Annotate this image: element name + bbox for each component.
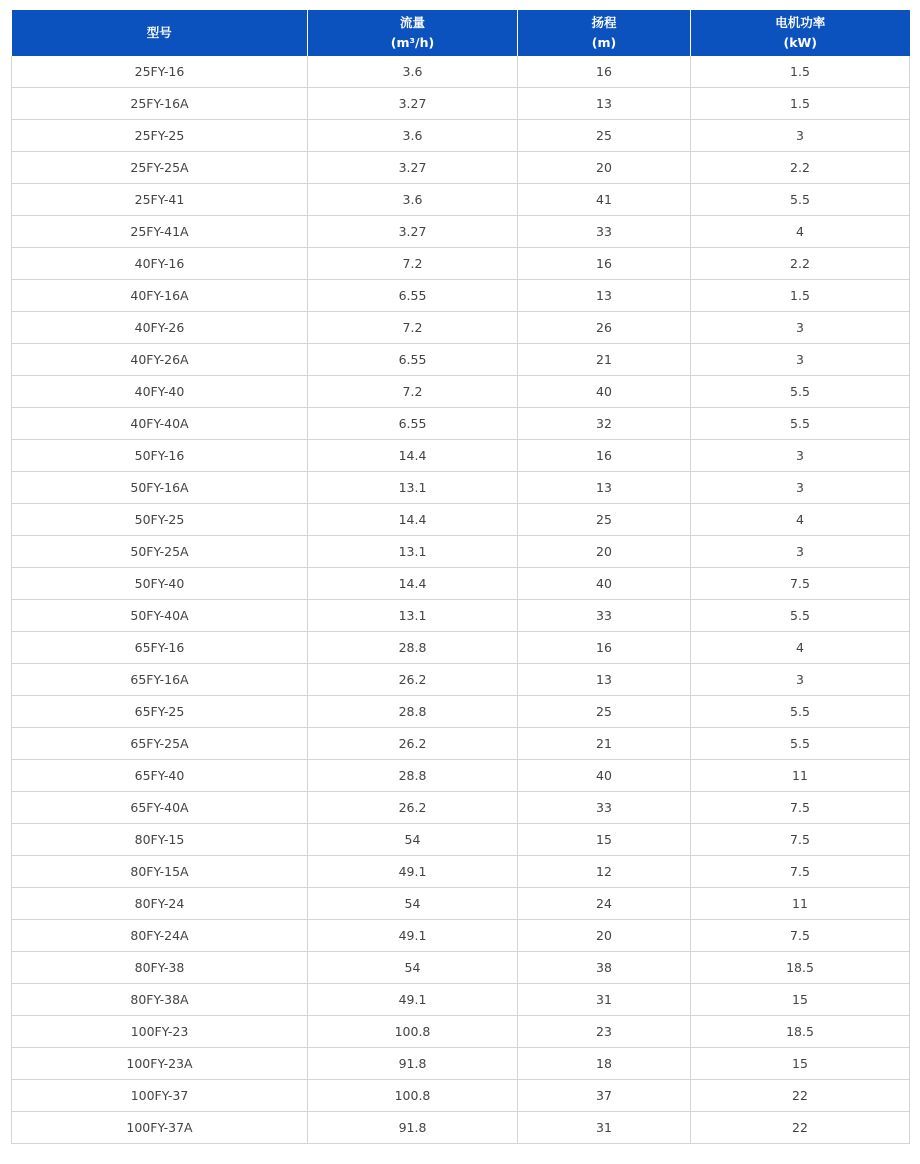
table-row bbox=[12, 88, 910, 120]
cell-motor-power: 2.2 bbox=[691, 152, 910, 184]
table-row bbox=[12, 760, 910, 792]
cell-model: 65FY-16 bbox=[12, 632, 308, 664]
table-row bbox=[12, 728, 910, 760]
cell-motor-power: 5.5 bbox=[691, 696, 910, 728]
cell-flow: 49.1 bbox=[308, 984, 518, 1016]
cell-model: 25FY-16A bbox=[12, 88, 308, 120]
cell-model: 65FY-25 bbox=[12, 696, 308, 728]
cell-head: 21 bbox=[518, 344, 691, 376]
cell-head: 13 bbox=[518, 472, 691, 504]
cell-flow: 28.8 bbox=[308, 632, 518, 664]
cell-motor-power: 3 bbox=[691, 472, 910, 504]
cell-head: 13 bbox=[518, 88, 691, 120]
cell-motor-power: 18.5 bbox=[691, 1016, 910, 1048]
cell-flow: 3.6 bbox=[308, 56, 518, 88]
cell-model: 80FY-15 bbox=[12, 824, 308, 856]
table-row bbox=[12, 536, 910, 568]
cell-head: 33 bbox=[518, 216, 691, 248]
cell-head: 25 bbox=[518, 696, 691, 728]
header-flow-label: 流量 bbox=[399, 15, 425, 30]
header-head-unit: (m) bbox=[591, 35, 617, 50]
table-row bbox=[12, 408, 910, 440]
cell-head: 20 bbox=[518, 920, 691, 952]
cell-motor-power: 1.5 bbox=[691, 56, 910, 88]
table-row bbox=[12, 152, 910, 184]
table-row bbox=[12, 632, 910, 664]
cell-model: 25FY-25 bbox=[12, 120, 308, 152]
table-row bbox=[12, 440, 910, 472]
table-row bbox=[12, 248, 910, 280]
table-row bbox=[12, 888, 910, 920]
cell-motor-power: 3 bbox=[691, 440, 910, 472]
cell-flow: 54 bbox=[308, 952, 518, 984]
table-row bbox=[12, 280, 910, 312]
pump-spec-table-container bbox=[11, 10, 909, 1144]
cell-head: 13 bbox=[518, 280, 691, 312]
cell-head: 38 bbox=[518, 952, 691, 984]
cell-head: 40 bbox=[518, 760, 691, 792]
cell-head: 26 bbox=[518, 312, 691, 344]
table-row bbox=[12, 1080, 910, 1112]
cell-head: 25 bbox=[518, 120, 691, 152]
cell-flow: 100.8 bbox=[308, 1016, 518, 1048]
cell-head: 23 bbox=[518, 1016, 691, 1048]
cell-flow: 100.8 bbox=[308, 1080, 518, 1112]
cell-flow: 49.1 bbox=[308, 856, 518, 888]
cell-flow: 14.4 bbox=[308, 504, 518, 536]
cell-motor-power: 7.5 bbox=[691, 856, 910, 888]
table-row bbox=[12, 664, 910, 696]
table-row bbox=[12, 600, 910, 632]
cell-motor-power: 18.5 bbox=[691, 952, 910, 984]
cell-head: 37 bbox=[518, 1080, 691, 1112]
header-row bbox=[12, 10, 910, 56]
cell-model: 50FY-25 bbox=[12, 504, 308, 536]
cell-model: 80FY-24A bbox=[12, 920, 308, 952]
cell-head: 41 bbox=[518, 184, 691, 216]
cell-flow: 14.4 bbox=[308, 440, 518, 472]
cell-model: 50FY-25A bbox=[12, 536, 308, 568]
table-row bbox=[12, 856, 910, 888]
cell-motor-power: 5.5 bbox=[691, 376, 910, 408]
cell-motor-power: 5.5 bbox=[691, 728, 910, 760]
cell-head: 16 bbox=[518, 632, 691, 664]
cell-model: 40FY-40A bbox=[12, 408, 308, 440]
cell-flow: 13.1 bbox=[308, 536, 518, 568]
cell-model: 50FY-16 bbox=[12, 440, 308, 472]
cell-head: 40 bbox=[518, 568, 691, 600]
table-row bbox=[12, 696, 910, 728]
header-motor-power bbox=[691, 10, 910, 56]
cell-flow: 6.55 bbox=[308, 280, 518, 312]
cell-motor-power: 4 bbox=[691, 504, 910, 536]
cell-head: 20 bbox=[518, 536, 691, 568]
table-row bbox=[12, 952, 910, 984]
cell-model: 25FY-16 bbox=[12, 56, 308, 88]
header-motor-power-label: 电机功率 bbox=[775, 15, 826, 30]
header-head bbox=[518, 10, 691, 56]
header-head-label: 扬程 bbox=[591, 15, 617, 30]
cell-motor-power: 3 bbox=[691, 344, 910, 376]
cell-model: 100FY-37 bbox=[12, 1080, 308, 1112]
cell-motor-power: 15 bbox=[691, 1048, 910, 1080]
cell-model: 65FY-40A bbox=[12, 792, 308, 824]
cell-head: 25 bbox=[518, 504, 691, 536]
cell-model: 40FY-26A bbox=[12, 344, 308, 376]
cell-flow: 26.2 bbox=[308, 728, 518, 760]
cell-model: 80FY-38A bbox=[12, 984, 308, 1016]
cell-motor-power: 3 bbox=[691, 120, 910, 152]
cell-flow: 26.2 bbox=[308, 792, 518, 824]
cell-motor-power: 5.5 bbox=[691, 184, 910, 216]
cell-head: 33 bbox=[518, 600, 691, 632]
cell-flow: 14.4 bbox=[308, 568, 518, 600]
cell-flow: 91.8 bbox=[308, 1048, 518, 1080]
cell-motor-power: 3 bbox=[691, 536, 910, 568]
cell-flow: 91.8 bbox=[308, 1112, 518, 1144]
cell-model: 50FY-40 bbox=[12, 568, 308, 600]
cell-model: 25FY-41A bbox=[12, 216, 308, 248]
cell-motor-power: 5.5 bbox=[691, 600, 910, 632]
table-row bbox=[12, 472, 910, 504]
cell-flow: 26.2 bbox=[308, 664, 518, 696]
cell-motor-power: 4 bbox=[691, 632, 910, 664]
cell-motor-power: 7.5 bbox=[691, 920, 910, 952]
cell-motor-power: 7.5 bbox=[691, 824, 910, 856]
cell-motor-power: 3 bbox=[691, 664, 910, 696]
cell-flow: 7.2 bbox=[308, 376, 518, 408]
table-row bbox=[12, 344, 910, 376]
table-row bbox=[12, 568, 910, 600]
cell-head: 33 bbox=[518, 792, 691, 824]
cell-head: 12 bbox=[518, 856, 691, 888]
cell-flow: 3.27 bbox=[308, 152, 518, 184]
cell-motor-power: 11 bbox=[691, 888, 910, 920]
cell-model: 65FY-16A bbox=[12, 664, 308, 696]
cell-model: 50FY-40A bbox=[12, 600, 308, 632]
table-row bbox=[12, 984, 910, 1016]
cell-head: 18 bbox=[518, 1048, 691, 1080]
cell-model: 50FY-16A bbox=[12, 472, 308, 504]
table-header bbox=[12, 10, 910, 56]
cell-motor-power: 1.5 bbox=[691, 88, 910, 120]
cell-motor-power: 1.5 bbox=[691, 280, 910, 312]
cell-model: 65FY-25A bbox=[12, 728, 308, 760]
cell-head: 15 bbox=[518, 824, 691, 856]
cell-flow: 6.55 bbox=[308, 408, 518, 440]
cell-flow: 3.6 bbox=[308, 120, 518, 152]
table-row bbox=[12, 792, 910, 824]
cell-head: 31 bbox=[518, 984, 691, 1016]
cell-motor-power: 7.5 bbox=[691, 792, 910, 824]
cell-model: 40FY-16 bbox=[12, 248, 308, 280]
cell-model: 40FY-16A bbox=[12, 280, 308, 312]
cell-model: 80FY-38 bbox=[12, 952, 308, 984]
cell-flow: 28.8 bbox=[308, 696, 518, 728]
cell-head: 20 bbox=[518, 152, 691, 184]
table-body bbox=[12, 56, 910, 1144]
cell-model: 100FY-23 bbox=[12, 1016, 308, 1048]
cell-flow: 7.2 bbox=[308, 248, 518, 280]
cell-model: 100FY-23A bbox=[12, 1048, 308, 1080]
cell-flow: 54 bbox=[308, 824, 518, 856]
header-model-label: 型号 bbox=[146, 25, 172, 40]
cell-model: 80FY-24 bbox=[12, 888, 308, 920]
cell-head: 16 bbox=[518, 56, 691, 88]
table-row bbox=[12, 56, 910, 88]
cell-flow: 3.27 bbox=[308, 216, 518, 248]
cell-model: 25FY-25A bbox=[12, 152, 308, 184]
cell-motor-power: 15 bbox=[691, 984, 910, 1016]
table-row bbox=[12, 120, 910, 152]
table-row bbox=[12, 312, 910, 344]
header-flow-unit: (m³/h) bbox=[390, 35, 435, 50]
table-row bbox=[12, 376, 910, 408]
cell-flow: 49.1 bbox=[308, 920, 518, 952]
cell-head: 13 bbox=[518, 664, 691, 696]
cell-model: 25FY-41 bbox=[12, 184, 308, 216]
cell-model: 65FY-40 bbox=[12, 760, 308, 792]
table-row bbox=[12, 184, 910, 216]
cell-flow: 3.6 bbox=[308, 184, 518, 216]
cell-motor-power: 7.5 bbox=[691, 568, 910, 600]
cell-model: 40FY-40 bbox=[12, 376, 308, 408]
cell-flow: 28.8 bbox=[308, 760, 518, 792]
cell-model: 80FY-15A bbox=[12, 856, 308, 888]
cell-head: 21 bbox=[518, 728, 691, 760]
table-row bbox=[12, 1016, 910, 1048]
cell-flow: 3.27 bbox=[308, 88, 518, 120]
cell-motor-power: 22 bbox=[691, 1080, 910, 1112]
cell-motor-power: 2.2 bbox=[691, 248, 910, 280]
cell-model: 100FY-37A bbox=[12, 1112, 308, 1144]
cell-flow: 13.1 bbox=[308, 472, 518, 504]
header-motor-power-unit: (kW) bbox=[783, 35, 818, 50]
cell-flow: 7.2 bbox=[308, 312, 518, 344]
table-row bbox=[12, 216, 910, 248]
table-row bbox=[12, 1048, 910, 1080]
cell-head: 40 bbox=[518, 376, 691, 408]
cell-motor-power: 3 bbox=[691, 312, 910, 344]
cell-head: 32 bbox=[518, 408, 691, 440]
cell-model: 40FY-26 bbox=[12, 312, 308, 344]
cell-flow: 6.55 bbox=[308, 344, 518, 376]
pump-spec-table bbox=[11, 10, 910, 1144]
table-row bbox=[12, 824, 910, 856]
cell-head: 16 bbox=[518, 440, 691, 472]
table-row bbox=[12, 504, 910, 536]
table-row bbox=[12, 920, 910, 952]
cell-flow: 54 bbox=[308, 888, 518, 920]
cell-motor-power: 5.5 bbox=[691, 408, 910, 440]
cell-head: 16 bbox=[518, 248, 691, 280]
header-flow bbox=[308, 10, 518, 56]
cell-flow: 13.1 bbox=[308, 600, 518, 632]
cell-head: 24 bbox=[518, 888, 691, 920]
table-row bbox=[12, 1112, 910, 1144]
cell-head: 31 bbox=[518, 1112, 691, 1144]
cell-motor-power: 22 bbox=[691, 1112, 910, 1144]
header-model bbox=[12, 10, 308, 56]
cell-motor-power: 4 bbox=[691, 216, 910, 248]
cell-motor-power: 11 bbox=[691, 760, 910, 792]
